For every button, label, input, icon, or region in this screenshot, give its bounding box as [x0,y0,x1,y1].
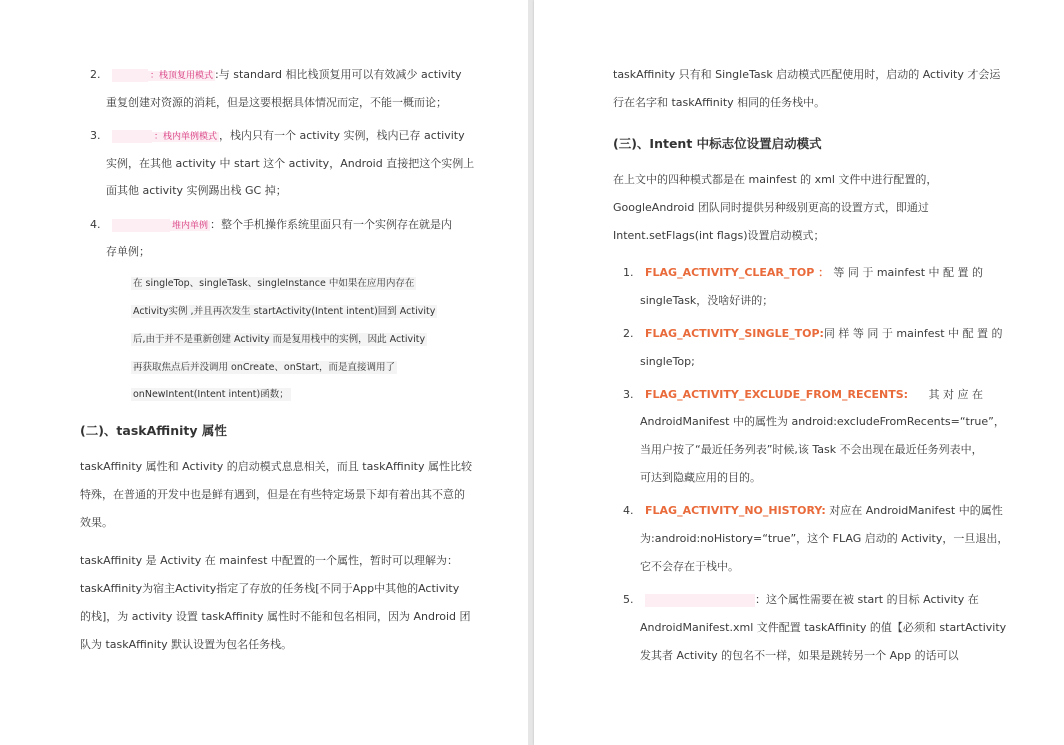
text-line: singleTask，没啥好讲的； [640,294,774,307]
list-item-line [645,388,983,402]
pink-tag: ：栈顶复用模式 [150,71,214,81]
text-line: 其 对 应 在 [928,388,983,401]
list-item-line [112,129,465,144]
paragraph-line: 队为 taskAffinity 默认设置为包名任务栈。 [80,638,293,651]
text-line: 重复创建对资源的消耗，但是这要根据具体情况而定，不能一概而论； [106,96,447,109]
list-item-line [112,68,462,83]
flag-name: FLAG_ACTIVITY_CLEAR_TOP ： [645,266,830,279]
paragraph-line: GoogleAndroid 团队同时提供另种级别更高的设置方式，即通过 [613,201,929,214]
pink-tag: ：栈内单例模式 [154,132,218,142]
text-line: AndroidManifest.xml 文件配置 taskAffinity 的值【必须和 startActivity [640,621,1007,634]
list-item-line [645,504,1003,518]
flag-name: FLAG_ACTIVITY_SINGLE_TOP: [645,327,824,340]
paragraph-line: 行在名字和 taskAffinity 相同的任务栈中。 [613,96,826,109]
list-item-line [112,218,452,233]
text-line: :与 standard 相比栈顶复用可以有效减少 activity [215,68,462,81]
text-line: 等 同 于 mainfest 中 配 置 的 [833,266,983,279]
list-number: 4. [90,218,101,231]
document-page-right [534,0,1064,745]
paragraph-line: 的栈]，为 activity 设置 taskAffinity 属性时不能和包名相同，因为 Android 团 [80,610,471,623]
highlight-mark [112,69,148,82]
highlight-mark [112,130,152,143]
section-heading: (二)、taskAffinity 属性 [80,423,227,438]
text-line: 实例，在其他 activity 中 start 这个 activity，Android 直接把这个实例上 [106,157,475,170]
text-line: 当用户按了“最近任务列表”时候,该 Task 不会出现在最近任务列表中， [640,443,983,456]
text-line: ：这个属性需要在被 start 的目标 Activity 在 [755,593,979,606]
list-item-line [645,593,979,607]
highlight-mark [645,594,755,607]
paragraph-line: Intent.setFlags(int flags)设置启动模式； [613,229,825,242]
flag-name: FLAG_ACTIVITY_EXCLUDE_FROM_RECENTS: [645,388,909,401]
text-line: 为:android:noHistory=“true”，这个 FLAG 启动的 Activity，一旦退出， [640,532,1009,545]
quote-line: onNewIntent(Intent intent)函数； [133,389,289,400]
text-line: 存单例； [106,245,150,258]
document-page-left [0,0,528,745]
text-line: singleTop; [640,355,695,368]
section-heading: (三)、Intent 中标志位设置启动模式 [613,136,822,151]
quote-line: 再获取焦点后并没调用 onCreate、onStart，而是直接调用了 [133,362,395,373]
list-number: 3. [623,388,634,401]
quote-line: 在 singleTop、singleTask、singleInstance 中如果在应用内存在 [133,278,415,289]
text-line: 面其他 activity 实例踢出栈 GC 掉； [106,184,287,197]
text-line: 同 样 等 同 于 mainfest 中 配 置 的 [823,327,1003,340]
paragraph-line: taskAffinity 只有和 SingleTask 启动模式匹配使用时，启动的 Activity 才会运 [613,68,1001,81]
list-number: 4. [623,504,634,517]
text-line: ，栈内只有一个 activity 实例，栈内已存 activity [219,129,465,142]
highlight-mark [112,219,170,232]
paragraph-line: taskAffinity 属性和 Activity 的启动模式息息相关，而且 taskAffinity 属性比较 [80,460,472,473]
text-line: ：整个手机操作系统里面只有一个实例存在就是内 [210,218,453,231]
paragraph-line: 在上文中的四种模式都是在 mainfest 的 xml 文件中进行配置的， [613,173,938,186]
list-number: 5. [623,593,634,606]
text-line: 它不会存在于栈中。 [640,560,739,573]
flag-name: FLAG_ACTIVITY_NO_HISTORY: [645,504,826,517]
quote-line: 后,由于并不是重新创建 Activity 而是复用栈中的实例，因此 Activity [133,334,426,345]
list-item-line [645,266,983,280]
text-line: 对应在 AndroidManifest 中的属性 [829,504,1003,517]
list-number: 2. [90,68,101,81]
text-line: 可达到隐藏应用的目的。 [640,471,761,484]
pink-tag: 堆内单例 [172,221,209,231]
paragraph-line: 特殊，在普通的开发中也是鲜有遇到，但是在有些特定场景下却有着出其不意的 [80,488,465,501]
text-line: AndroidManifest 中的属性为 android:excludeFromRecents=“true”， [640,415,1005,428]
list-number: 3. [90,129,101,142]
text-line: 发其者 Activity 的包名不一样，如果是跳转另一个 App 的话可以 [640,649,959,662]
list-number: 2. [623,327,634,340]
list-item-line [645,327,1003,341]
list-number: 1. [623,266,634,279]
paragraph-line: taskAffinity为宿主Activity指定了存放的任务栈[不同于App中其他的Activity [80,582,460,595]
paragraph-line: 效果。 [80,516,113,529]
paragraph-line: taskAffinity 是 Activity 在 mainfest 中配置的一个属性，暂时可以理解为： [80,554,458,567]
quote-line: Activity实例 ,并且再次发生 startActivity(Intent intent)回到 Activity [133,306,436,317]
